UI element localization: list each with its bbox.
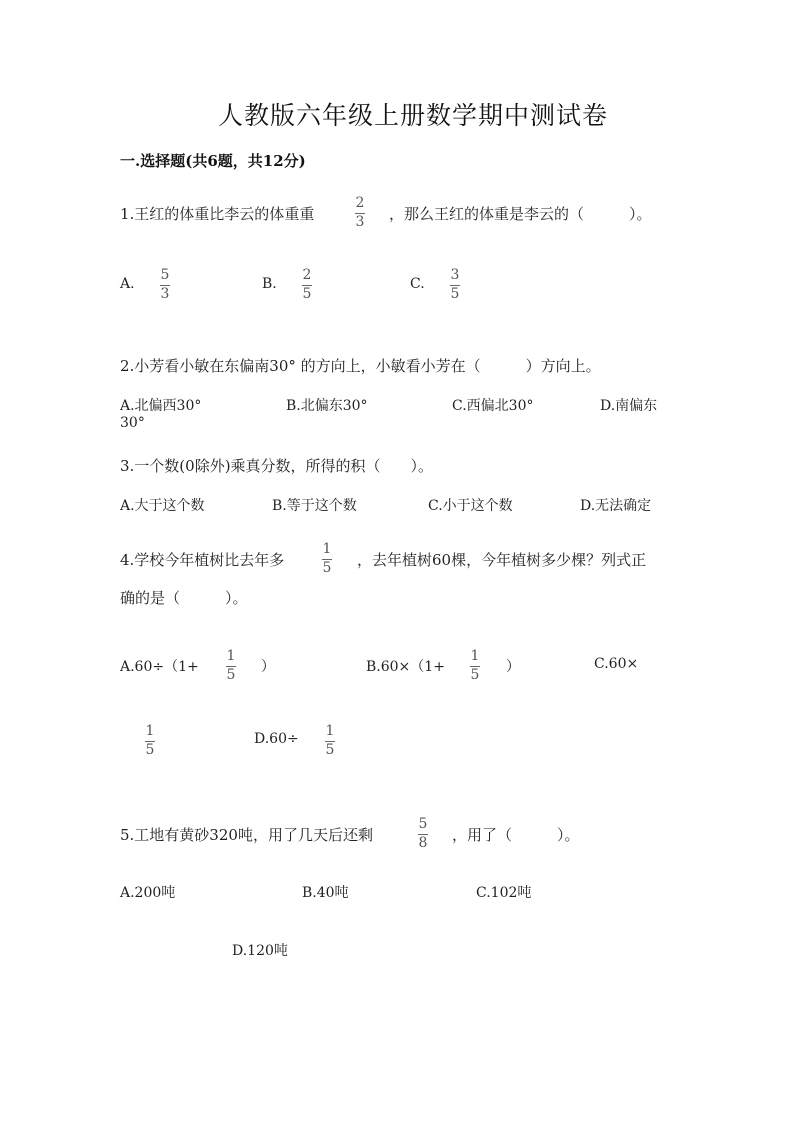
fraction-numerator: 2: [302, 267, 312, 283]
question-5-fraction: [418, 817, 428, 851]
fraction-denominator: 5: [145, 742, 155, 758]
fraction-denominator: 3: [160, 286, 170, 302]
option-b-fraction: [470, 649, 480, 683]
option-d: D.南偏东: [600, 398, 658, 414]
option-b: B.40吨: [302, 885, 349, 901]
fraction-numerator: 1: [322, 541, 332, 557]
question-1-fraction: [355, 196, 365, 230]
option-d-wrap: 30°: [120, 415, 145, 431]
option-d: D.120吨: [232, 943, 288, 959]
fraction-numerator: 5: [160, 267, 170, 283]
fraction-numerator: 1: [470, 648, 480, 664]
fraction-numerator: 1: [325, 723, 335, 739]
fraction-numerator: 1: [226, 648, 236, 664]
option-d: D.无法确定: [580, 498, 652, 514]
option-a-label: A.: [120, 276, 135, 292]
option-c-fraction: [450, 268, 460, 302]
question-4-fraction: [322, 542, 332, 576]
fraction-denominator: 8: [418, 835, 428, 851]
fraction-numerator: 2: [355, 195, 365, 211]
option-c: C.102吨: [476, 885, 532, 901]
option-c-label: C.: [410, 276, 425, 292]
fraction-denominator: 5: [470, 667, 480, 683]
question-4-text-before: 4.学校今年植树比去年多: [120, 551, 285, 569]
question-5-text-before: 5.工地有黄砂320吨，用了几天后还剩: [120, 826, 373, 844]
page-title: 人教版六年级上册数学期中测试卷: [218, 101, 609, 130]
fraction-denominator: 5: [325, 742, 335, 758]
option-a-fraction: [226, 649, 236, 683]
option-b-fraction: [302, 268, 312, 302]
question-4-text-line2: 确的是（ ）。: [120, 589, 248, 607]
option-c: C.小于这个数: [428, 498, 513, 514]
fraction-denominator: 5: [450, 286, 460, 302]
option-a-text: A.60÷（1+: [120, 659, 199, 675]
fraction-numerator: 3: [450, 267, 460, 283]
option-b: B.等于这个数: [272, 498, 357, 514]
question-3-text: 3.一个数(0除外)乘真分数，所得的积（ ）。: [120, 457, 434, 475]
question-4-text-after: ，去年植树60棵，今年植树多少棵？列式正: [357, 551, 647, 569]
option-b: B.北偏东30°: [286, 398, 368, 414]
option-a-fraction: [160, 268, 170, 302]
fraction-numerator: 5: [418, 816, 428, 832]
fraction-denominator: 5: [226, 667, 236, 683]
option-a: A.北偏西30°: [120, 398, 202, 414]
option-b-label: B.: [262, 276, 277, 292]
fraction-numerator: 1: [145, 723, 155, 739]
option-b-text: B.60×（1+: [366, 659, 445, 675]
option-c-text: C.60×: [594, 656, 639, 672]
option-d-text: D.60÷: [254, 731, 299, 747]
option-c: C.西偏北30°: [452, 398, 534, 414]
question-1-text-after: ，那么王红的体重是李云的（ ）。: [389, 205, 652, 223]
fraction-denominator: 3: [355, 214, 365, 230]
section-heading: 一.选择题(共6题，共12分): [120, 152, 306, 170]
option-a-tail: ）: [261, 659, 275, 675]
option-c-fraction: [145, 724, 155, 758]
option-d-fraction: [325, 724, 335, 758]
option-b-tail: ）: [506, 659, 520, 675]
fraction-denominator: 5: [322, 560, 332, 576]
question-1-text-before: 1.王红的体重比李云的体重重: [120, 205, 315, 223]
option-a: A.200吨: [120, 885, 176, 901]
question-2-text: 2.小芳看小敏在东偏南30° 的方向上，小敏看小芳在（ ）方向上。: [120, 357, 601, 375]
option-a: A.大于这个数: [120, 498, 205, 514]
fraction-denominator: 5: [302, 286, 312, 302]
question-5-text-after: ，用了（ ）。: [452, 826, 580, 844]
